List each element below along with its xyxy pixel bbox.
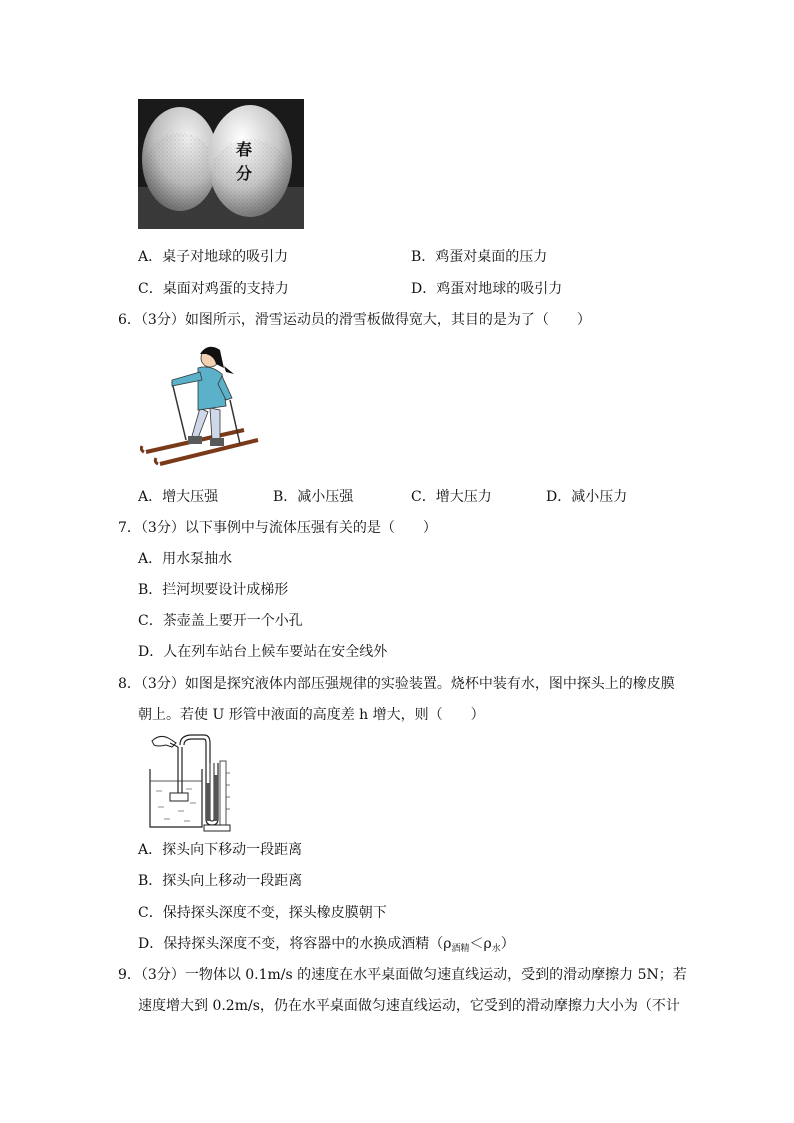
q8-option-a[interactable]: A．探头向下移动一段距离: [138, 842, 303, 858]
q7-option-b[interactable]: B．拦河坝要设计成梯形: [138, 582, 289, 598]
q8-stem-line-2: 朝上。若使 U 形管中液面的高度差 h 增大，则（ ）: [138, 707, 485, 723]
pressure-apparatus-image: [144, 733, 236, 833]
q8-option-d-prefix: D．保持探头深度不变，将容器中的水换成酒精（ρ: [138, 936, 452, 952]
egg-char-2: 分: [235, 164, 253, 183]
q6-option-a[interactable]: A．增大压强: [138, 489, 219, 505]
q6-option-b[interactable]: B．减小压强: [273, 489, 354, 505]
q8-option-b[interactable]: B．探头向上移动一段距离: [138, 873, 303, 889]
q7-option-a[interactable]: A．用水泵抽水: [138, 551, 233, 567]
q6-option-d[interactable]: D．减小压力: [546, 489, 628, 505]
q5-option-d[interactable]: D．鸡蛋对地球的吸引力: [411, 281, 563, 297]
q5-option-a[interactable]: A．桌子对地球的吸引力: [138, 249, 289, 265]
q8-option-c[interactable]: C．保持探头深度不变，探头橡皮膜朝下: [138, 905, 387, 921]
q5-option-b[interactable]: B．鸡蛋对桌面的压力: [411, 249, 548, 265]
skier-image: [140, 340, 265, 472]
egg-char-1: 春: [235, 140, 253, 159]
q5-option-c[interactable]: C．桌面对鸡蛋的支持力: [138, 281, 289, 297]
eggs-image: [138, 99, 304, 229]
q8-stem-line-1: 8．（3分）如图是探究液体内部压强规律的实验装置。烧杯中装有水，图中探头上的橡皮膜: [118, 676, 675, 692]
q7-option-d[interactable]: D．人在列车站台上候车要站在安全线外: [138, 644, 388, 660]
q9-stem-line-1: 9．（3分）一物体以 0.1m/s 的速度在水平桌面做匀速直线运动，受到的滑动摩擦力 5N；若: [118, 967, 687, 983]
q8-option-d-sub-alcohol: 酒精: [451, 944, 470, 954]
q8-option-d-suffix: ）: [500, 936, 515, 952]
q7-option-c[interactable]: C．茶壶盖上要开一个小孔: [138, 613, 303, 629]
q6-option-c[interactable]: C．增大压力: [411, 489, 492, 505]
q8-option-d-sub-water: 水: [491, 944, 501, 954]
q8-option-d[interactable]: [138, 934, 515, 956]
q9-stem-line-2: 速度增大到 0.2m/s，仍在水平桌面做匀速直线运动，它受到的滑动摩擦力大小为（不计: [138, 998, 680, 1014]
q7-stem: 7．（3分）以下事例中与流体压强有关的是（ ）: [118, 520, 437, 536]
q6-stem: 6．（3分）如图所示，滑雪运动员的滑雪板做得宽大，其目的是为了（ ）: [118, 312, 591, 328]
q8-option-d-mid: ＜ρ: [469, 936, 492, 952]
